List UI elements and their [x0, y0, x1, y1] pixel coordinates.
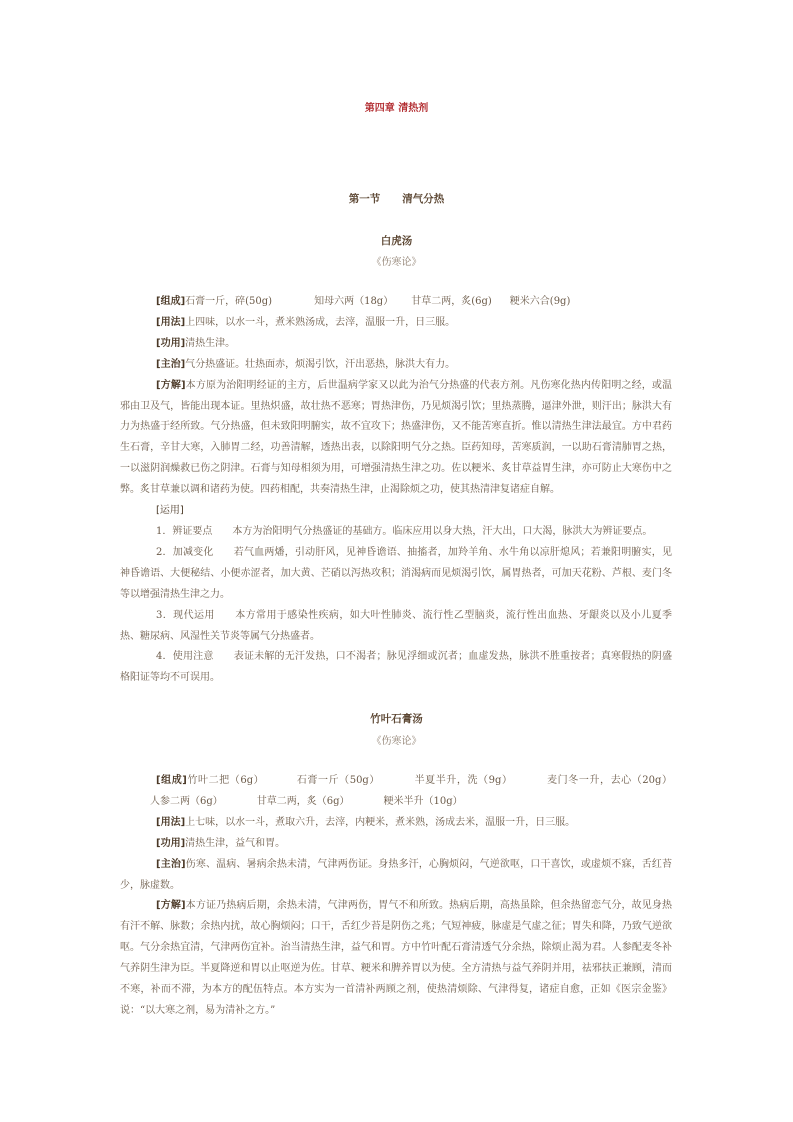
indication [120, 855, 672, 897]
formula-source: 《伤寒论》 [371, 736, 422, 747]
usage-text: 上四味，以水一斗，煮米熟汤成，去滓，温服一升，日三服。 [185, 316, 456, 328]
usage [120, 813, 672, 834]
chapter-title: 第四章 清热剂 [364, 103, 429, 114]
formula-title: 竹叶石膏汤 [370, 713, 423, 725]
formula-source: 《伤寒论》 [371, 257, 422, 268]
application-item [120, 543, 672, 606]
ingredient: 人参二两（6g） [150, 795, 223, 807]
composition-label: [组成] [156, 296, 186, 307]
indication-label: [主治] [156, 858, 186, 870]
application-text: 本方常用于感染性疾病，如大叶性肺炎、流行性乙型脑炎，流行性出血热、牙龈炎以及小儿夏季热、糖尿病、风湿性关节炎等属气分热盛者。 [120, 609, 672, 642]
ingredient: 粳米半升（10g） [383, 795, 463, 807]
application-item [120, 647, 672, 689]
usage-label: [用法] [156, 316, 186, 328]
analysis-label: [方解] [156, 900, 186, 912]
application-text: 若气血两燔，引动肝风，见神昏谵语、抽搐者，加羚羊角、水牛角以凉肝熄风；若兼阳明腑实，见神昏谵语、大便秘结、小便赤涩者，加大黄、芒硝以泻热攻积；消渴病而见烦渴引饮，属胃热者，可加天花粉、芦根、麦门冬等以增强清热生津之力。 [120, 546, 672, 600]
application-text: 表证未解的无汗发热，口不渴者；脉见浮细或沉者；血虚发热，脉洪不胜重按者；真寒假热的阴盛格阳证等均不可误用。 [120, 651, 672, 684]
application-item [120, 522, 672, 543]
analysis-text: 本方原为治阳明经证的主方，后世温病学家又以此为治气分热盛的代表方剂。凡伤寒化热内传阳明之经，或温邪由卫及气，皆能出现本证。里热炽盛，故壮热不恶寒；胃热津伤，乃见烦渴引饮；里热蒸腾，逼津外泄，则汗出；脉洪大有力为热盛于经所致。气分热盛，但未致阳明腑实，故不宜攻下；热盛津伤，又不能苦寒直折。惟以清热生津法最宜。方中君药生石膏，辛甘大寒，入肺胃二经，功善清解，透热出表，以除阳明气分之热。臣药知母，苦寒质润，一以助石膏清肺胃之热，一以滋阴润燥救已伤之阴津。石膏与知母相须为用，可增强清热生津之功。佐以粳米、炙甘草益胃生津，亦可防止大寒伤中之弊。炙甘草兼以调和诸药为使。四药相配，共奏清热生津，止渴除烦之功，使其热清津复诸症自解。 [120, 379, 673, 496]
application-heading: 2．加减变化 [156, 546, 214, 558]
analysis-label: [方解] [156, 379, 186, 391]
ingredient: 粳米六合(9g) [509, 296, 571, 307]
application-heading: 3．现代运用 [156, 609, 215, 621]
indication-label: [主治] [156, 358, 186, 370]
formula-body [120, 771, 672, 1022]
composition [120, 771, 672, 813]
ingredient: 知母六两（18g） [314, 296, 394, 307]
ingredient: 石膏一斤（50g） [296, 775, 380, 786]
function-label: [功用] [156, 337, 186, 349]
composition-label: [组成] [156, 775, 187, 786]
application [120, 501, 672, 522]
ingredient: 石膏一斤，碎(50g) [185, 296, 273, 307]
usage [120, 313, 672, 334]
application-heading: 4．使用注意 [156, 651, 214, 663]
indication [120, 355, 672, 376]
function-text: 清热生津，益气和胃。 [185, 837, 286, 849]
formula-title: 白虎汤 [380, 235, 413, 247]
usage-label: [用法] [156, 816, 186, 828]
section-name: 清气分热 [402, 193, 445, 205]
ingredient: 甘草二两，炙（6g） [256, 795, 350, 807]
analysis [120, 376, 672, 501]
ingredient: 半夏半升，洗（9g） [414, 775, 513, 786]
ingredient: 麦门冬一升，去心（20g） [546, 775, 672, 786]
application-label: [运用] [156, 505, 184, 517]
ingredient: 甘草二两，炙(6g) [411, 296, 492, 307]
function [120, 834, 672, 855]
ingredient: 竹叶二把（6g） [186, 775, 265, 786]
composition [120, 292, 672, 313]
section-title [0, 191, 793, 206]
usage-text: 上七味，以水一斗，煮取六升，去滓，内粳米，煮米熟，汤成去米，温服一升，日三服。 [185, 816, 576, 828]
application-item [120, 606, 672, 648]
application-text: 本方为治阳明气分热盛证的基础方。临床应用以身大热，汗大出，口大渴，脉洪大为辨证要点。 [232, 525, 653, 537]
formula-body [120, 292, 672, 689]
indication-text: 伤寒、温病、暑病余热未清，气津两伤证。身热多汗，心胸烦闷，气逆欲呕，口干喜饮，或虚烦不寐，舌红苔少，脉虚数。 [120, 858, 673, 891]
section-number: 第一节 [348, 193, 381, 205]
application-heading: 1．辨证要点 [156, 525, 213, 537]
analysis [120, 896, 672, 1021]
function-text: 清热生津。 [185, 337, 236, 349]
function [120, 334, 672, 355]
indication-text: 气分热盛证。壮热面赤，烦渴引饮，汗出恶热，脉洪大有力。 [185, 358, 456, 370]
function-label: [功用] [156, 837, 186, 849]
analysis-text: 本方证乃热病后期，余热未清，气津两伤，胃气不和所致。热病后期，高热虽除，但余热留恋气分，故见身热有汗不解、脉数；余热内扰，故心胸烦闷；口干，舌红少苔是阴伤之兆；气短神疲，脉虚是气虚之征；胃失和降，乃致气逆欲呕。气分余热宜清，气津两伤宜补。治当清热生津，益气和胃。方中竹叶配石膏清透气分余热，除烦止渴为君。人参配麦冬补气养阴生津为臣。半夏降逆和胃以止呕逆为佐。甘草、粳米和脾养胃以为使。全方清热与益气养阴并用，祛邪扶正兼顾，清而不寒，补而不滞，为本方的配伍特点。本方实为一首清补两顾之剂，使热清烦除、气津得复，诸症自愈，正如《医宗金鉴》说：“以大寒之剂，易为清补之方。” [120, 900, 673, 1016]
